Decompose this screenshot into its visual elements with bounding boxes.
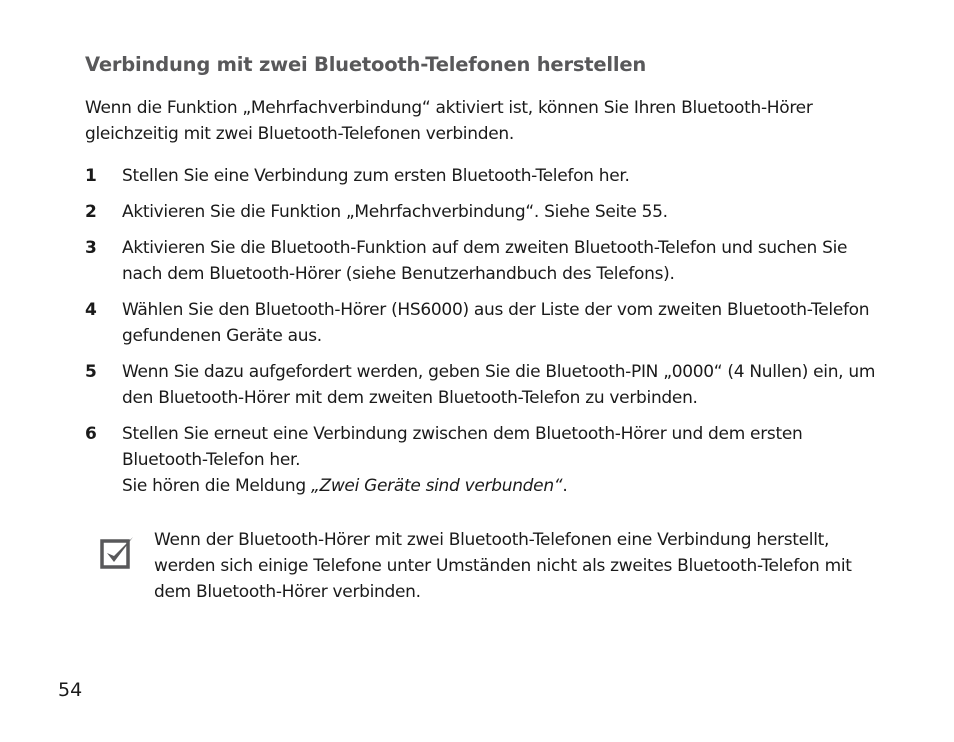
step-number: 1 — [85, 166, 97, 186]
step-number: 5 — [85, 362, 97, 382]
step-number: 6 — [85, 424, 97, 444]
step-text: Stellen Sie eine Verbindung zum ersten Bluetooth-Telefon her. — [122, 166, 630, 186]
step-item-1 — [85, 163, 885, 189]
step-item-2 — [85, 199, 885, 225]
step-number: 4 — [85, 300, 97, 320]
step-text: Stellen Sie erneut eine Verbindung zwischen dem Bluetooth-Hörer und dem ersten Bluetooth-Telefon her. — [122, 424, 803, 470]
step-text: Aktivieren Sie die Funktion „Mehrfachverbindung“. Siehe Seite 55. — [122, 202, 668, 222]
step-number: 2 — [85, 202, 97, 222]
steps-list — [85, 163, 885, 509]
step-subtext — [122, 473, 885, 499]
intro-paragraph: Wenn die Funktion „Mehrfachverbindung“ aktiviert ist, können Sie Ihren Bluetooth-Hörer gleichzeitig mit zwei Bluetooth-Telefonen verbinden. — [85, 98, 813, 144]
step-item-6 — [85, 421, 885, 499]
step-item-3 — [85, 235, 885, 287]
note-text: Wenn der Bluetooth-Hörer mit zwei Bluetooth-Telefonen eine Verbindung herstellt, werden sich einige Telefone unter Umständen nicht als zweites Bluetooth-Telefon mit dem Bluetooth-Hörer verbinden. — [154, 530, 852, 602]
page-number: 54 — [58, 679, 83, 701]
subtext-prefix: Sie hören die Meldung — [122, 476, 311, 496]
step-item-4 — [85, 297, 885, 349]
step-text: Aktivieren Sie die Bluetooth-Funktion auf dem zweiten Bluetooth-Telefon und suchen Sie nach dem Bluetooth-Hörer (siehe Benutzerhandbuch des Telefons). — [122, 238, 848, 284]
checkbox-check-icon — [100, 535, 136, 571]
step-text: Wählen Sie den Bluetooth-Hörer (HS6000) aus der Liste der vom zweiten Bluetooth-Telefon gefundenen Geräte aus. — [122, 300, 870, 346]
page-title: Verbindung mit zwei Bluetooth-Telefonen herstellen — [85, 53, 647, 76]
step-number: 3 — [85, 238, 97, 258]
subtext-suffix: . — [562, 476, 568, 496]
message-text: „Zwei Geräte sind verbunden“ — [310, 476, 563, 496]
step-text: Wenn Sie dazu aufgefordert werden, geben Sie die Bluetooth-PIN „0000“ (4 Nullen) ein, um den Bluetooth-Hörer mit dem zweiten Bluetooth-Telefon zu verbinden. — [122, 362, 876, 408]
step-item-5 — [85, 359, 885, 411]
